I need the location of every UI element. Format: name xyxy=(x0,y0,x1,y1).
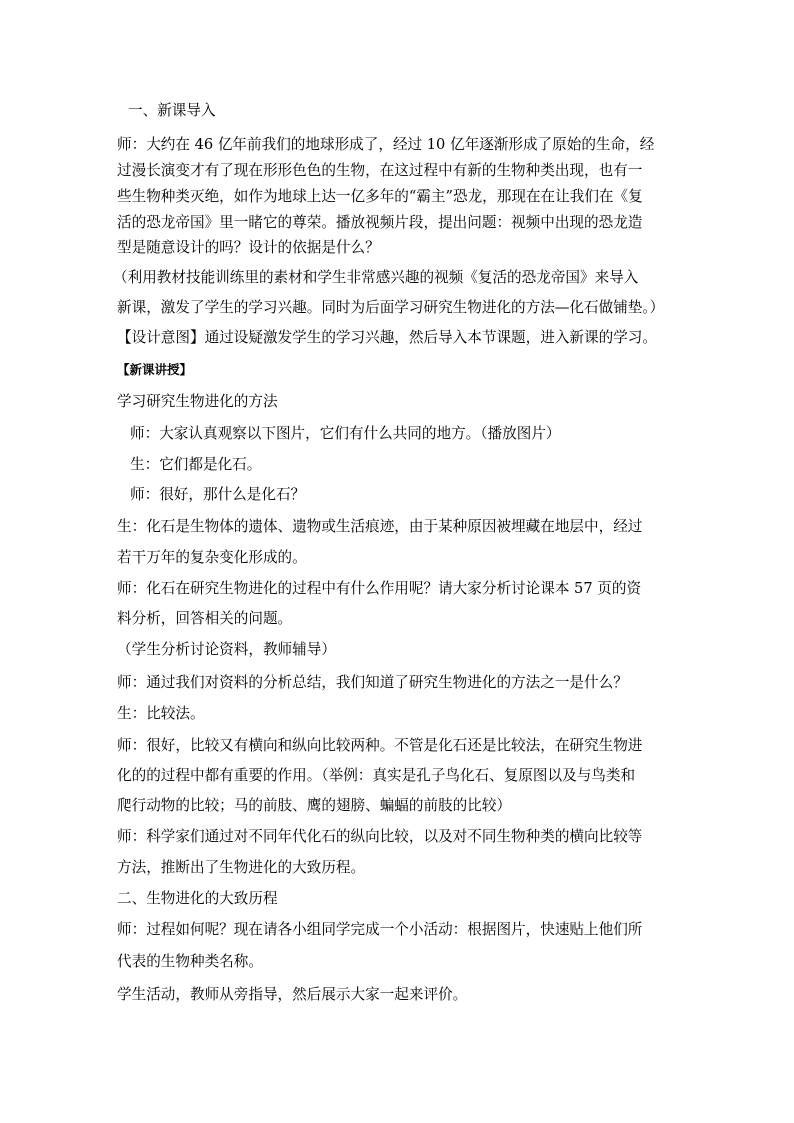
activity-line: 学生活动，教师从旁指导，然后展示大家一起来评价。 xyxy=(117,986,468,1003)
intro-line-4: 活的恐龙帝国》里一睹它的尊荣。播放视频片段，提出问题：视频中出现的恐龙造 xyxy=(117,214,643,231)
scientists-line-2: 方法，推断出了生物进化的大致历程。 xyxy=(117,859,366,876)
intro-line-2: 过漫长演变才有了现在形形色色的生物，在这过程中有新的生物种类出现，也有一 xyxy=(117,162,643,179)
comparison-line-3: 爬行动物的比较；马的前肢、鹰的翅膀、蝙蝠的前肢的比较） xyxy=(117,797,512,814)
note-line-1: （利用教材技能训练里的素材和学生非常感兴趣的视频《复活的恐龙帝国》来导入 xyxy=(113,269,639,286)
process-line-1: 师：过程如何呢？现在请各小组同学完成一个小活动：根据图片，快速贴上他们所 xyxy=(117,921,643,938)
design-intent: 【设计意图】通过设疑激发学生的学习兴趣，然后导入本节课题，进入新课的学习。 xyxy=(117,329,657,346)
dialogue-line-3: 师：很好，那什么是化石？ xyxy=(130,486,306,503)
fossil-role-line-2: 料分析，回答相关的问题。 xyxy=(117,610,293,627)
comparison-line-2: 化的的过程中都有重要的作用。（举例：真实是孔子鸟化石、复原图以及与鸟类和 xyxy=(117,767,636,784)
method-answer: 生：比较法。 xyxy=(117,705,205,722)
section1-heading: 一、新课导入 xyxy=(128,102,216,119)
comparison-line-1: 师：很好，比较又有横向和纵向比较两种。不管是化石还是比较法，在研究生物进 xyxy=(117,737,643,754)
fossil-role-line-1: 师：化石在研究生物进化的过程中有什么作用呢？请大家分析讨论课本 57 页的资 xyxy=(117,580,642,597)
dialogue-line-1: 师：大家认真观察以下图片，它们有什么共同的地方。（播放图片） xyxy=(130,425,561,442)
fossil-definition-line-2: 若干万年的复杂变化形成的。 xyxy=(117,549,307,566)
note-line-2: 新课，激发了学生的学习兴趣。同时为后面学习研究生物进化的方法—化石做铺垫。） xyxy=(117,299,665,316)
process-line-2: 代表的生物种类名称。 xyxy=(117,953,263,970)
intro-line-1: 师：大约在 46 亿年前我们的地球形成了，经过 10 亿年逐渐形成了原始的生命，经 xyxy=(117,136,655,153)
fossil-definition-line-1: 生：化石是生物体的遗体、遗物或生活痕迹，由于某种原因被埋藏在地层中，经过 xyxy=(117,518,643,535)
dialogue-line-2: 生：它们都是化石。 xyxy=(130,456,262,473)
section2-heading: 二、生物进化的大致历程 xyxy=(117,890,278,907)
new-lesson-heading: 【新课讲授】 xyxy=(117,362,193,377)
method-subheading: 学习研究生物进化的方法 xyxy=(117,393,278,410)
method-question: 师：通过我们对资料的分析总结，我们知道了研究生物进化的方法之一是什么？ xyxy=(117,674,628,691)
discussion-note: （学生分析讨论资料，教师辅导） xyxy=(117,641,336,658)
intro-line-5: 型是随意设计的吗？设计的依据是什么？ xyxy=(117,239,380,256)
intro-line-3: 些生物种类灭绝，如作为地球上达一亿多年的“霸主”恐龙，那现在在让我们在《复 xyxy=(117,188,643,205)
scientists-line-1: 师：科学家们通过对不同年代化石的纵向比较，以及对不同生物种类的横向比较等 xyxy=(117,828,643,845)
